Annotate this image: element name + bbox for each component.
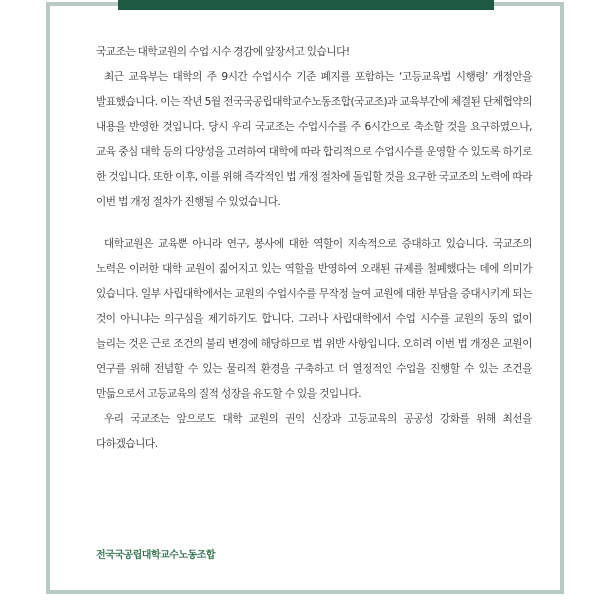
- document-body: [96, 40, 532, 457]
- top-accent-bar: [118, 0, 494, 10]
- paragraph-1: 최근 교육부는 대학의 주 9시간 수업시수 기준 폐지를 포함하는 ‘고등교육법 시행령’ 개정안을 발표했습니다. 이는 작년 5월 전국국공립대학교수노동조합(국교조)과 교육부간에 체결된 단체협약의 내용을 반영한 것입니다. 당시 우리 국교조는 수업시수를 주 6시간으로 축소할 것을 요구하였으나, 교육 중심 대학 등의 다양성을 고려하여 대학에 따라 합리적으로 수업시수를 운영할 수 있도록 하기로 한 것입니다. 또한 이후, 이를 위해 즉각적인 법 개정 절차에 돌입할 것을 요구한 국교조의 노력에 따라 이번 법 개정 절차가 진행될 수 있었습니다.: [96, 71, 532, 208]
- paragraph-gap: [96, 215, 532, 232]
- paragraph-2: 대학교원은 교육뿐 아니라 연구, 봉사에 대한 역할이 지속적으로 증대하고 있습니다. 국교조의 노력은 이러한 대학 교원이 짊어지고 있는 역할을 반영하여 오래된 규제를 철폐했다는 데에 의미가 있습니다. 일부 사립대학에서는 교원의 수업시수를 무작정 늘여 교원에 대한 부담을 증대시키게 되는 것이 아니냐는 의구심을 제기하기도 합니다. 그러나 사립대학에서 수업 시수를 교원의 동의 없이 늘리는 것은 근로 조건의 불리 변경에 해당하므로 법 위반 사항입니다. 오히려 이번 법 개정은 교원이 연구를 위해 전념할 수 있는 물리적 환경을 구축하고 더 열정적인 수업을 진행할 수 있는 조건을 만듦으로서 고등교육의 질적 성장을 유도할 수 있을 것입니다.: [96, 238, 532, 400]
- paragraph-3: 우리 국교조는 앞으로도 대학 교원의 권익 신장과 고등교육의 공공성 강화를 위해 최선을 다하겠습니다.: [96, 413, 532, 450]
- signature: 전국국공립대학교수노동조합: [96, 550, 216, 561]
- headline: 국교조는 대학교원의 수업 시수 경감에 앞장서고 있습니다!: [96, 46, 350, 58]
